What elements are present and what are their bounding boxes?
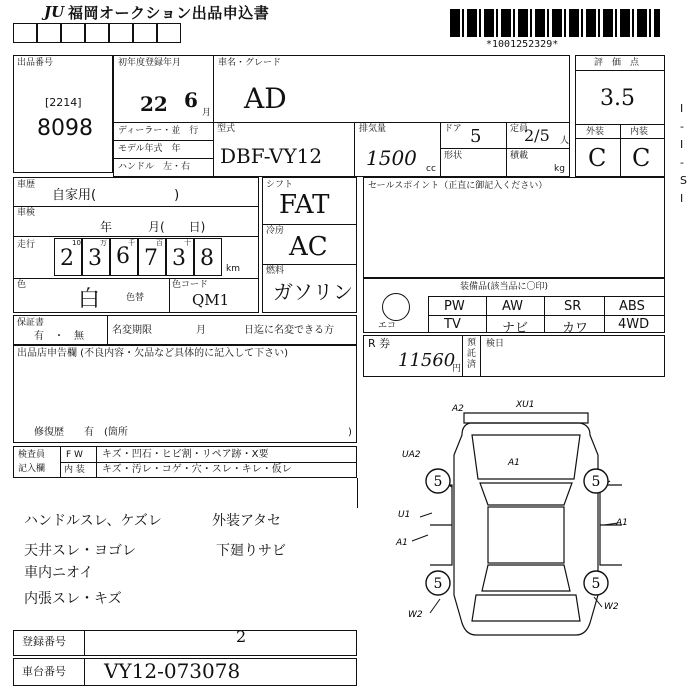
tire-value: 5 [591, 576, 601, 592]
warranty-box [13, 315, 357, 345]
inspection-value: 年 月( 日) [100, 220, 206, 234]
displacement-label: 排気量 [359, 124, 387, 134]
inspector-box [13, 446, 357, 478]
note-trim-scratches: 内張スレ・キズ [24, 591, 122, 607]
mileage-unit: km [226, 264, 240, 274]
barcode-number: *1001252329* [486, 39, 559, 50]
score-box [575, 55, 665, 177]
handle-row: ハンドル 左・右 [118, 162, 191, 172]
mark-w2-right: W2 [604, 602, 619, 612]
displacement-unit: cc [426, 164, 436, 174]
vehicle-name-label: 車名・グレード [218, 58, 282, 68]
fuel-value: ガソリン [273, 280, 353, 304]
sales-points-box [363, 177, 665, 278]
recycle-unit: 円 [452, 364, 462, 374]
mileage-digit: 6 [116, 244, 130, 269]
equipment-aw: AW [502, 299, 524, 314]
equipment-sr: SR [564, 299, 582, 314]
inspector-interior-items: キズ・汚レ・コゲ・穴・スレ・キレ・仮レ [102, 464, 292, 475]
inspection-date-label: 検日 [486, 339, 505, 349]
chassis-label: 車台番号 [22, 665, 66, 678]
interior-label: 内装 [630, 127, 649, 137]
name-change-note: 日迄に名変できる方 [244, 325, 334, 336]
equipment-tv: TV [444, 317, 461, 332]
tire-value: 5 [591, 474, 601, 490]
listing-number-label: 出品番号 [17, 58, 54, 68]
inspector-side-rule [357, 478, 358, 508]
first-reg-month: 6 [184, 88, 198, 112]
inspector-label-top: 検査員 [18, 450, 46, 460]
exterior-grade: C [588, 144, 607, 172]
model-year-row: モデル年式 年 [118, 144, 181, 154]
chassis-box [13, 658, 357, 686]
shift-value: FAT [279, 190, 330, 220]
color-label: 色 [17, 280, 27, 290]
car-damage-diagram [390, 395, 690, 655]
equipment-pw: PW [444, 299, 465, 314]
mileage-digit: 8 [200, 246, 214, 271]
tire-value: 5 [433, 474, 443, 490]
color-code-value: QM1 [192, 291, 230, 309]
mark-a2: A2 [452, 404, 464, 414]
first-reg-label: 初年度登録年月 [118, 58, 182, 68]
mark-a1-hood: A1 [508, 458, 520, 468]
registration-label: 登録番号 [22, 635, 66, 648]
first-reg-month-unit: 月 [202, 108, 212, 118]
score-label: 評 価 点 [594, 58, 640, 68]
use-label: 車歴 [17, 180, 36, 190]
shift-label: シフト [266, 180, 294, 190]
note-interior-odor: 車内ニオイ [24, 565, 94, 581]
equipment-label: 装備品(該当品に〇印) [460, 282, 549, 292]
mileage-label: 走行 [17, 240, 36, 250]
mark-w2-left: W2 [408, 610, 423, 620]
capacity-unit: 人 [560, 136, 570, 146]
warranty-label: 保証書 [17, 318, 45, 328]
warranty-value: 有 ・ 無 [34, 331, 84, 342]
listing-number-box [13, 55, 113, 173]
tire-value: 5 [433, 576, 443, 592]
inspector-fw-head: F W [66, 450, 83, 460]
mark-xu1: XU1 [516, 400, 535, 410]
exterior-label: 外装 [586, 127, 605, 137]
displacement-value: 1500 [366, 146, 417, 170]
shift-box [262, 177, 357, 313]
color-value: 白 [78, 287, 101, 312]
recycle-value: 11560 [398, 350, 456, 371]
chassis-value: VY12-073078 [104, 659, 241, 683]
eco-label: エコ [378, 321, 397, 331]
sales-points-label: セールスポイント（正直に御記入ください） [368, 181, 548, 191]
seller-notes-title: 出品店申告欄 (不良内容・欠品など具体的に記入して下さい) [17, 348, 288, 359]
equipment-leather: カワ [562, 321, 589, 336]
inspector-label-bottom: 記入欄 [18, 464, 46, 474]
equipment-navi: ナビ [502, 321, 529, 336]
loading-label: 積載 [510, 151, 529, 161]
name-change-value: 月 [196, 325, 206, 336]
registration-value: 2 [236, 627, 247, 646]
color-swap-label: 色替 [126, 293, 145, 303]
recycle-box [363, 335, 665, 377]
listing-code: [2214] [45, 96, 82, 109]
equipment-abs: ABS [619, 299, 645, 314]
fuel-label: 燃料 [266, 266, 285, 276]
vehicle-name: AD [244, 82, 287, 115]
repair-history-close: ) [348, 427, 352, 438]
loading-unit: kg [554, 164, 565, 174]
first-reg-year: 22 [140, 92, 168, 116]
aircon-label: 冷房 [266, 226, 285, 236]
recycle-deposit: 預託済 [467, 338, 477, 370]
edge-marks: I - I - S I [680, 102, 687, 205]
model-type-value: DBF-VY12 [220, 144, 323, 168]
recycle-label: R 券 [368, 337, 391, 350]
door-label: ドア [444, 124, 462, 134]
mileage-digit: 3 [88, 246, 102, 271]
use-value: 自家用( ) [52, 188, 180, 203]
vehicle-spec-box [113, 55, 570, 177]
barcode [450, 9, 660, 37]
capacity-label: 定員 [510, 124, 529, 134]
form-title: 福岡オークション出品申込書 [68, 4, 270, 22]
listing-number: 8098 [37, 116, 93, 141]
color-code-label: 色コード [172, 280, 209, 290]
inspection-label: 車検 [17, 208, 36, 218]
note-ceiling-stain: 天井スレ・ヨゴレ [24, 543, 136, 559]
interior-grade: C [632, 144, 651, 172]
aircon-value: AC [289, 232, 328, 262]
mileage-digit: 2 [60, 246, 74, 271]
dealer-row: ディーラー・並 行 [118, 126, 199, 136]
mileage-digit: 3 [172, 246, 186, 271]
door-value: 5 [470, 126, 482, 147]
score-value: 3.5 [600, 86, 635, 111]
logo: JU [44, 3, 65, 21]
mark-a1-right: A1 [616, 518, 628, 528]
name-change-label: 名変期限 [112, 325, 152, 336]
repair-history: 修復歴 有 (箇所 [34, 427, 128, 438]
mark-a1-left: A1 [396, 538, 408, 548]
inspector-interior-head: 内 装 [64, 465, 85, 475]
equipment-box [363, 278, 665, 336]
vehicle-history-box: 車歴 自家用( ) 車検 年 月( 日) 走行 10 万 千 百 十 2 3 6 7 3 8 km 色 白 色替 色コード QM1 [13, 177, 259, 313]
equipment-4wd: 4WD [618, 317, 650, 332]
seller-notes-box [13, 345, 357, 443]
note-steering-wear: ハンドルスレ、ケズレ [24, 513, 162, 529]
note-exterior-fade: 外装アタセ [212, 513, 282, 529]
model-type-label: 型式 [217, 124, 236, 134]
mark-ua2: UA2 [402, 450, 421, 460]
inspector-fw-items: キズ・凹石・ヒビ割・リペア跡・X要 [102, 449, 269, 460]
shape-label: 形状 [444, 151, 463, 161]
registration-box [13, 627, 357, 656]
mark-u1: U1 [398, 510, 411, 520]
mileage-digit: 7 [144, 246, 158, 271]
eco-mark [382, 293, 410, 321]
note-underbody-rust: 下廻りサビ [216, 543, 286, 559]
capacity-value: 2/5 [524, 126, 550, 145]
